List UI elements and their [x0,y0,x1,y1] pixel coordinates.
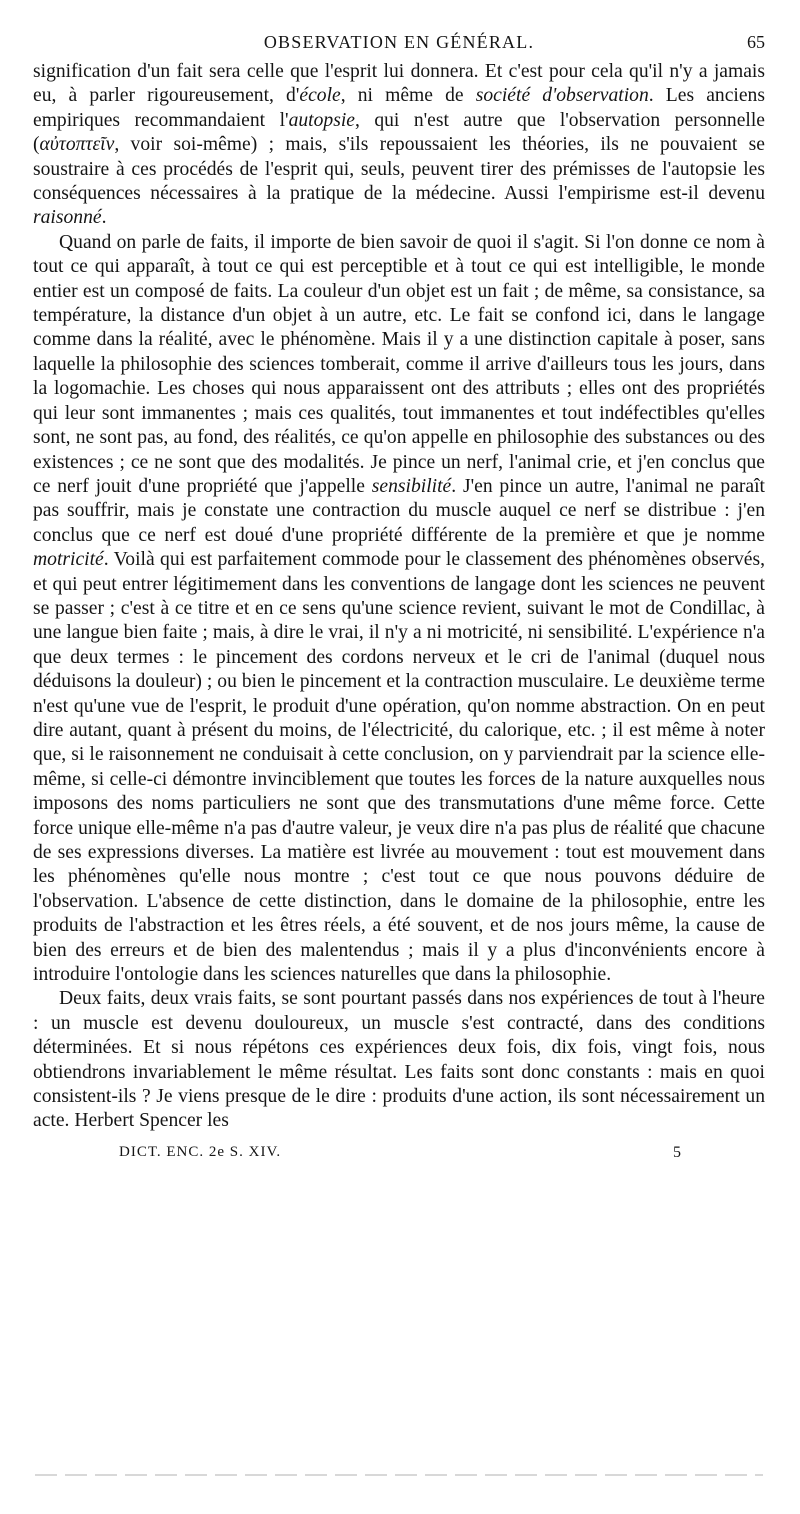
text-run: , qui n'est autre que l'observation personnelle ( [33,109,765,156]
paragraph-1 [33,60,765,231]
printer-signature: DICT. ENC. 2e S. XIV. [119,1143,282,1160]
italic-term-ecole: école [299,85,341,107]
greek-term: αὐτοπτεῖν [39,134,115,156]
running-title: OBSERVATION EN GÉNÉRAL. [263,32,535,52]
paragraph-3 [33,987,765,1133]
text-run: signification d'un fait sera celle que l'esprit lui donnera. Et c'est pour cela qu'il n'y a jamais eu, à parler rigoureusement, d' [33,61,765,107]
italic-term-raisonne: raisonné [33,207,102,229]
scan-artifact-dotted-line [35,1474,763,1476]
sheet-number: 5 [673,1143,681,1161]
text-run: , voir soi-même) ; mais, s'ils repoussaient les théories, ils ne pouvaient se soustraire à ces procédés de l'esprit qui, seuls, peuvent tirer des prémisses de l'autopsie les conséquences nécessaires à la pratique de la médecine. Aussi l'empirisme est-il devenu [33,134,765,205]
page-footer [33,1144,765,1168]
text-run: . Voilà qui est parfaitement commode pour le classement des phénomènes observés, et qui peut entrer légitimement dans les conventions de langage dont les sciences ne peuvent se passer ; c'est à ce titre et en ce sens qu'une science revient, suivant le mot de Condillac, à une langue bien faite ; mais, à dire le vrai, il n'y a ni motricité, ni sensibilité. L'expérience n'a que deux termes : le pincement des cordons nerveux et le cri de l'animal (duquel nous déduisons la douleur) ; ou bien le pincement et la contraction musculaire. Le deuxième terme n'est qu'une vue de l'esprit, le produit d'une opération, qu'on nomme abstraction. On en peut dire autant, quant à présent du moins, de l'électricité, du calorique, etc. ; il est même à noter que, si le raisonnement ne conduisait à cette conclusion, on y parviendrait par la science elle-même, si celle-ci démontre invinciblement que toutes les forces de la nature auxquelles nous imposons des noms particuliers ne sont que des transmutations d'une même force. Cette force unique elle-même n'a pas d'autre valeur, je veux dire n'a pas plus de réalité que chacune de ses expressions diverses. La matière est livrée au mouvement : tout est mouvement dans les phénomènes qu'elle nous montre ; c'est tout ce que nous pouvons déduire de l'observation. L'absence de cette distinction, dans le domaine de la philosophie, entre les produits de l'abstraction et les êtres réels, a été souvent, et de nos jours même, la cause de bien des erreurs et de bien des malentendus ; mais il y a plus d'inconvénients encore à introduire l'ontologie dans les sciences naturelles que dans la philosophie. [33,549,765,986]
text-run: . J'en pince un autre, l'animal ne paraît pas souffrir, mais je constate une contraction du muscle auquel ce nerf se distribue : j'en conclus que ce nerf est doué d'une propriété différente de la première et que je nomme [33,475,766,546]
text-run: . [101,207,107,229]
italic-term-societe: société d'observation [475,85,649,107]
body-text [33,60,765,1134]
book-page [33,30,765,1168]
italic-term-sensibilite: sensibilité [371,475,452,497]
paragraph-2 [33,231,765,988]
page-number: 65 [747,32,765,52]
text-run: , ni même de [340,85,476,107]
italic-term-autopsie: autopsie [288,109,355,131]
text-run: . Les anciens empiriques recommandaient l' [33,85,765,131]
text-run: Quand on parle de faits, il importe de bien savoir de quoi il s'agit. Si l'on donne ce nom à tout ce qui apparaît, à tout ce qui est perceptible et à tout ce qui est intelligible, le monde entier est un composé de faits. La couleur d'un objet est un fait ; de même, sa consistance, sa température, la distance d'un objet à un autre, etc. Le fait se confond ici, dans le langage comme dans la réalité, avec le phénomène. Mais il y a une distinction capitale à poser, sans laquelle la philosophie des sciences tomberait, comme il arrive d'ailleurs tous les jours, dans la logomachie. Les choses qui nous apparaissent ont des attributs ; elles ont des propriétés qui leur sont immanentes ; mais ces qualités, tout immanentes et tout indéfectibles qu'elles sont, ne sont pas, au fond, des réalités, ce qu'on appelle en philosophie des substances ou des existences ; ce ne sont que des modalités. Je pince un nerf, l'animal crie, et j'en conclus que ce nerf jouit d'une propriété que j'appelle [33,231,765,497]
italic-term-motricite: motricité [33,549,104,571]
text-run: Deux faits, deux vrais faits, se sont pourtant passés dans nos expériences de tout à l'heure : un muscle est devenu douloureux, un muscle s'est contracté, dans des conditions déterminées. Et si nous répétons ces expériences deux fois, dix fois, vingt fois, nous obtiendrons invariablement le même résultat. Les faits sont donc constants : mais en quoi consistent-ils ? Je viens presque de le dire : produits d'une action, ils sont nécessairement un acte. Herbert Spencer les [33,988,765,1132]
page-header [33,30,765,56]
